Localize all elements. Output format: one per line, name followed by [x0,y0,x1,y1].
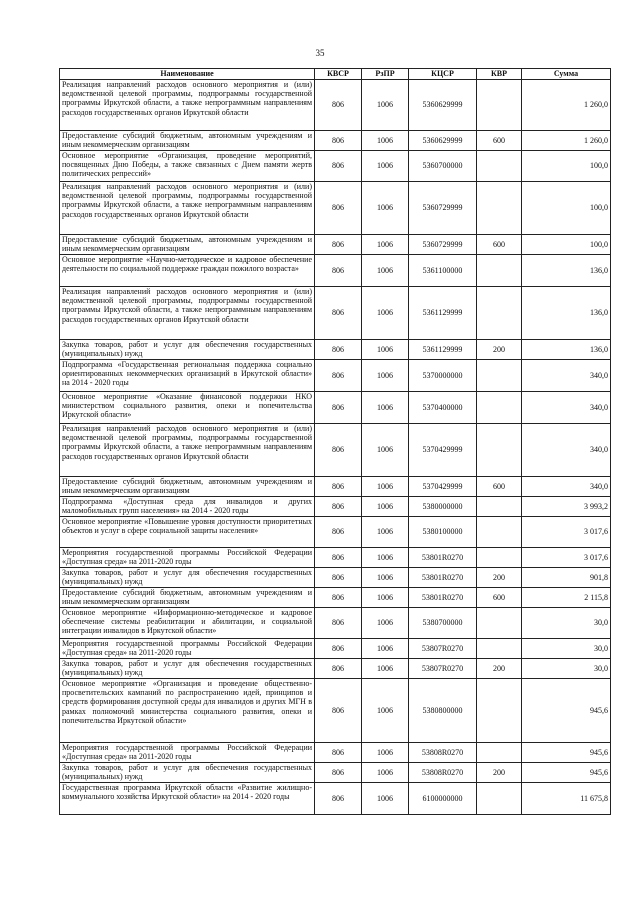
cell-kvr [477,783,522,815]
cell-kvsr: 806 [315,743,362,763]
cell-sum: 1 260,0 [522,80,611,131]
cell-sum: 100,0 [522,235,611,255]
cell-kvsr: 806 [315,255,362,287]
cell-kcsr: 5361100000 [409,255,477,287]
cell-rzpr: 1006 [362,235,409,255]
column-header-kvsr: КВСР [315,69,362,80]
table-row [60,548,611,568]
cell-sum: 340,0 [522,477,611,497]
cell-name: Предоставление субсидий бюджетным, автономным учреждениям и иным некоммерческим организациям [60,131,315,151]
cell-sum: 340,0 [522,360,611,392]
cell-rzpr: 1006 [362,80,409,131]
table-row [60,763,611,783]
cell-rzpr: 1006 [362,659,409,679]
table-row [60,743,611,763]
cell-kvr [477,392,522,424]
cell-kvsr: 806 [315,548,362,568]
table-row [60,517,611,548]
table-row [60,360,611,392]
cell-name: Предоставление субсидий бюджетным, автономным учреждениям и иным некоммерческим организациям [60,477,315,497]
cell-kvr: 200 [477,659,522,679]
table-row [60,287,611,340]
cell-name: Предоставление субсидий бюджетным, автономным учреждениям и иным некоммерческим организациям [60,235,315,255]
cell-kcsr: 5370400000 [409,392,477,424]
cell-kvr: 600 [477,235,522,255]
cell-rzpr: 1006 [362,182,409,235]
cell-kvsr: 806 [315,763,362,783]
cell-kcsr: 5380100000 [409,517,477,548]
table-row [60,131,611,151]
cell-kcsr: 5361129999 [409,340,477,360]
cell-name: Реализация направлений расходов основного мероприятия и (или) ведомственной целевой программы, подпрограммы государственной программы Иркутской области, а также непрограммным направлениям расходов государственных органов Иркутской области [60,287,315,340]
cell-sum: 30,0 [522,608,611,639]
cell-name: Мероприятия государственной программы Российской Федерации «Доступная среда» на 2011-2020 годы [60,639,315,659]
cell-kcsr: 6100000000 [409,783,477,815]
cell-kvsr: 806 [315,182,362,235]
cell-rzpr: 1006 [362,360,409,392]
table-header-row [60,69,611,80]
cell-name: Основное мероприятие «Организация, проведение мероприятий, посвященных Дню Победы, а также связанных с Днем памяти жертв политических репрессий» [60,151,315,182]
cell-kcsr: 53807R0270 [409,639,477,659]
cell-name: Государственная программа Иркутской области «Развитие жилищно-коммунального хозяйства Иркутской области» на 2014 - 2020 годы [60,783,315,815]
table-row [60,392,611,424]
table-row [60,235,611,255]
column-header-kcsr: КЦСР [409,69,477,80]
cell-kvr [477,151,522,182]
cell-kcsr: 5370429999 [409,424,477,477]
cell-sum: 2 115,8 [522,588,611,608]
cell-name: Реализация направлений расходов основного мероприятия и (или) ведомственной целевой программы, подпрограммы государственной программы Иркутской области, а также непрограммным направлениям расходов государственных органов Иркутской области [60,80,315,131]
cell-name: Закупка товаров, работ и услуг для обеспечения государственных (муниципальных) нужд [60,568,315,588]
table-row [60,497,611,517]
cell-kcsr: 53801R0270 [409,548,477,568]
cell-kvr [477,497,522,517]
cell-kvr [477,608,522,639]
cell-kvr [477,517,522,548]
cell-name: Основное мероприятие «Оказание финансовой поддержки НКО министерством социального развития, опеки и попечительства Иркутской области» [60,392,315,424]
cell-rzpr: 1006 [362,783,409,815]
cell-name: Подпрограмма «Государственная региональная поддержка социально ориентированных некоммерческих организаций в Иркутской области» на 2014 - 2020 годы [60,360,315,392]
column-header-rzpr: РзПР [362,69,409,80]
cell-rzpr: 1006 [362,131,409,151]
cell-rzpr: 1006 [362,548,409,568]
cell-kcsr: 53801R0270 [409,588,477,608]
table-row [60,80,611,131]
cell-name: Основное мероприятие «Научно-методическое и кадровое обеспечение деятельности по социальной поддержке граждан пожилого возраста» [60,255,315,287]
cell-kcsr: 5370429999 [409,477,477,497]
cell-kvsr: 806 [315,588,362,608]
cell-sum: 136,0 [522,287,611,340]
cell-kcsr: 5360629999 [409,131,477,151]
cell-kvsr: 806 [315,131,362,151]
cell-name: Реализация направлений расходов основного мероприятия и (или) ведомственной целевой программы, подпрограммы государственной программы Иркутской области, а также непрограммным направлениям расходов государственных органов Иркутской области [60,424,315,477]
cell-kcsr: 53801R0270 [409,568,477,588]
cell-kvsr: 806 [315,340,362,360]
cell-kvr: 600 [477,477,522,497]
cell-kvsr: 806 [315,783,362,815]
table-row [60,679,611,743]
cell-kvsr: 806 [315,80,362,131]
cell-kvr [477,548,522,568]
cell-name: Подпрограмма «Доступная среда для инвалидов и других маломобильных групп населения» на 2014 - 2020 годы [60,497,315,517]
cell-name: Реализация направлений расходов основного мероприятия и (или) ведомственной целевой программы, подпрограммы государственной программы Иркутской области, а также непрограммным направлениям расходов государственных органов Иркутской области [60,182,315,235]
cell-rzpr: 1006 [362,477,409,497]
cell-kvsr: 806 [315,568,362,588]
table-row [60,151,611,182]
cell-kcsr: 53808R0270 [409,763,477,783]
cell-kcsr: 53808R0270 [409,743,477,763]
cell-kvr [477,255,522,287]
table-row [60,340,611,360]
table-row [60,783,611,815]
cell-name: Основное мероприятие «Организация и проведение общественно-просветительских кампаний по распространению идей, принципов и средств формирования доступной среды для инвалидов и других МГН в рамках полномочий министерства социального развития, опеки и попечительства Иркутской области» [60,679,315,743]
column-header-sum: Сумма [522,69,611,80]
cell-kvr [477,639,522,659]
cell-sum: 1 260,0 [522,131,611,151]
cell-rzpr: 1006 [362,287,409,340]
cell-name: Закупка товаров, работ и услуг для обеспечения государственных (муниципальных) нужд [60,763,315,783]
cell-name: Закупка товаров, работ и услуг для обеспечения государственных (муниципальных) нужд [60,340,315,360]
column-header-kvr: КВР [477,69,522,80]
table-body [60,80,611,815]
cell-sum: 3 993,2 [522,497,611,517]
cell-sum: 100,0 [522,151,611,182]
cell-kcsr: 53807R0270 [409,659,477,679]
cell-kvr [477,80,522,131]
cell-name: Закупка товаров, работ и услуг для обеспечения государственных (муниципальных) нужд [60,659,315,679]
cell-rzpr: 1006 [362,340,409,360]
cell-kvsr: 806 [315,360,362,392]
budget-table [59,68,611,815]
cell-sum: 945,6 [522,679,611,743]
cell-kvsr: 806 [315,517,362,548]
cell-sum: 945,6 [522,763,611,783]
cell-rzpr: 1006 [362,763,409,783]
cell-sum: 11 675,8 [522,783,611,815]
cell-kcsr: 5370000000 [409,360,477,392]
cell-rzpr: 1006 [362,679,409,743]
cell-kvsr: 806 [315,235,362,255]
cell-kvsr: 806 [315,151,362,182]
cell-name: Мероприятия государственной программы Российской Федерации «Доступная среда» на 2011-2020 годы [60,548,315,568]
cell-kvr [477,182,522,235]
cell-kcsr: 5361129999 [409,287,477,340]
cell-kvsr: 806 [315,392,362,424]
cell-sum: 340,0 [522,392,611,424]
table-row [60,255,611,287]
table-row [60,659,611,679]
cell-rzpr: 1006 [362,392,409,424]
cell-rzpr: 1006 [362,497,409,517]
cell-kvsr: 806 [315,424,362,477]
cell-kvsr: 806 [315,679,362,743]
cell-kvr: 200 [477,340,522,360]
cell-rzpr: 1006 [362,588,409,608]
cell-kcsr: 5360729999 [409,235,477,255]
cell-kcsr: 5380700000 [409,608,477,639]
cell-kcsr: 5360729999 [409,182,477,235]
page-number: 35 [315,48,325,58]
cell-kvr: 600 [477,131,522,151]
cell-kvsr: 806 [315,659,362,679]
cell-kvsr: 806 [315,608,362,639]
cell-name: Основное мероприятие «Повышение уровня доступности приоритетных объектов и услуг в сфере социальной защиты населения» [60,517,315,548]
cell-kvsr: 806 [315,639,362,659]
cell-rzpr: 1006 [362,424,409,477]
table-row [60,182,611,235]
cell-kvr [477,743,522,763]
cell-sum: 945,6 [522,743,611,763]
cell-kvr [477,360,522,392]
table-row [60,608,611,639]
cell-kcsr: 5380000000 [409,497,477,517]
cell-sum: 136,0 [522,255,611,287]
cell-kvr: 200 [477,763,522,783]
cell-rzpr: 1006 [362,517,409,548]
cell-sum: 30,0 [522,659,611,679]
cell-kvr [477,287,522,340]
cell-name: Предоставление субсидий бюджетным, автономным учреждениям и иным некоммерческим организациям [60,588,315,608]
cell-kvr: 600 [477,588,522,608]
cell-rzpr: 1006 [362,151,409,182]
table-row [60,424,611,477]
table-row [60,639,611,659]
cell-rzpr: 1006 [362,255,409,287]
cell-kvr: 200 [477,568,522,588]
cell-kcsr: 5380800000 [409,679,477,743]
cell-kvsr: 806 [315,287,362,340]
cell-sum: 340,0 [522,424,611,477]
cell-name: Основное мероприятие «Информационно-методическое и кадровое обеспечение системы реабилитации и абилитации, и социальной интеграции инвалидов в Иркутской области» [60,608,315,639]
cell-sum: 136,0 [522,340,611,360]
cell-kvsr: 806 [315,497,362,517]
cell-name: Мероприятия государственной программы Российской Федерации «Доступная среда» на 2011-2020 годы [60,743,315,763]
cell-kcsr: 5360700000 [409,151,477,182]
cell-kvr [477,679,522,743]
table-row [60,568,611,588]
cell-sum: 3 017,6 [522,548,611,568]
cell-kvr [477,424,522,477]
cell-rzpr: 1006 [362,743,409,763]
cell-rzpr: 1006 [362,639,409,659]
cell-sum: 30,0 [522,639,611,659]
cell-rzpr: 1006 [362,568,409,588]
column-header-name: Наименование [60,69,315,80]
table-row [60,477,611,497]
cell-rzpr: 1006 [362,608,409,639]
cell-sum: 3 017,6 [522,517,611,548]
cell-sum: 100,0 [522,182,611,235]
table-row [60,588,611,608]
cell-kcsr: 5360629999 [409,80,477,131]
cell-sum: 901,8 [522,568,611,588]
cell-kvsr: 806 [315,477,362,497]
